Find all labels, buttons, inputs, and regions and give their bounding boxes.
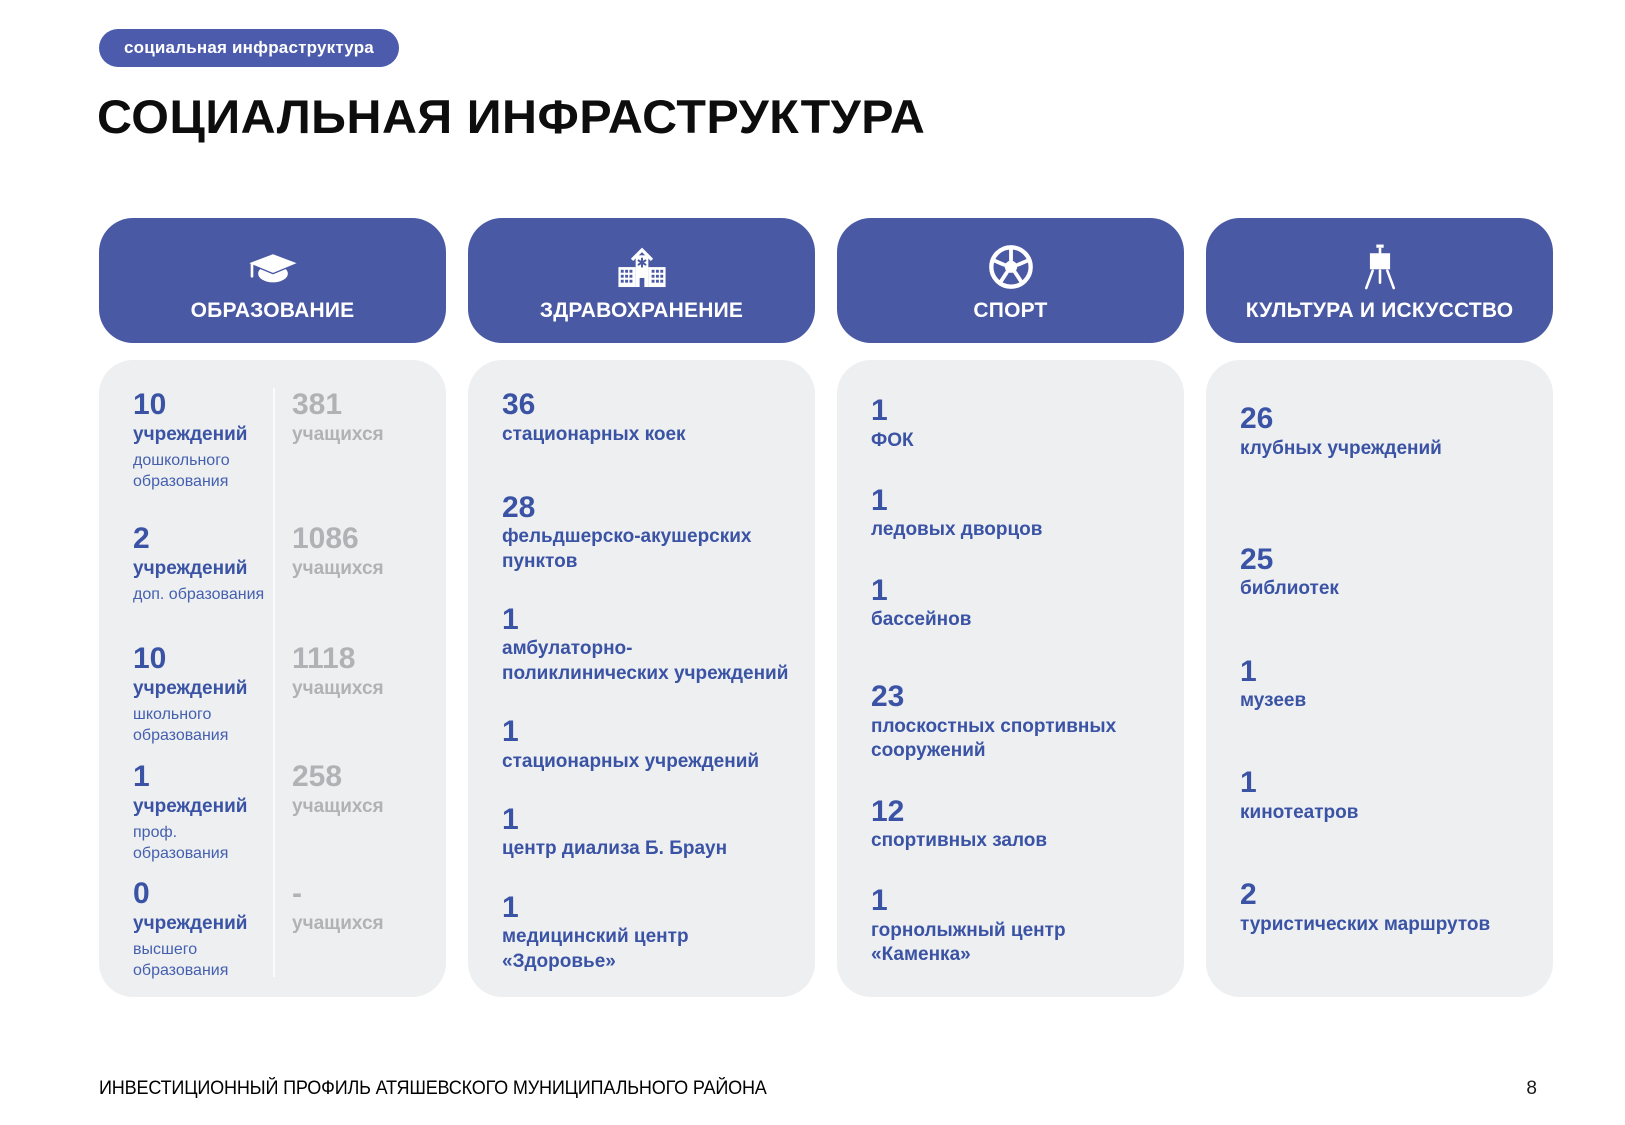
card-sport-title: СПОРТ	[973, 298, 1048, 322]
soccer-ball-icon	[987, 239, 1035, 291]
easel-icon	[1358, 239, 1402, 291]
facility-count: 10	[133, 388, 167, 421]
stat-number: 1	[871, 573, 888, 607]
stat-label: клубных учреждений	[1240, 437, 1442, 459]
card-education-title: ОБРАЗОВАНИЕ	[190, 298, 355, 322]
stat-label: амбулаторно-поликлинических учреждений	[502, 638, 789, 684]
stat-item	[1240, 402, 1527, 461]
stat-item	[871, 574, 1158, 633]
stat-number: 1	[1240, 654, 1257, 688]
stat-label: бассейнов	[871, 609, 972, 631]
page-title: СОЦИАЛЬНАЯ ИНФРАСТРУКТУРА	[97, 90, 926, 143]
stat-number: 26	[1240, 402, 1274, 435]
card-culture-header	[1206, 218, 1553, 343]
facility-label: учреждений	[133, 795, 248, 817]
stat-item	[502, 891, 789, 974]
facility-desc: высшего образования	[133, 940, 229, 979]
edu-row	[292, 522, 436, 642]
stat-item	[502, 715, 789, 774]
card-education	[99, 218, 446, 997]
stat-number: 1	[871, 394, 888, 427]
card-sport	[837, 218, 1184, 997]
stat-number: 1	[502, 802, 519, 836]
card-healthcare-body	[468, 360, 815, 997]
facility-count: 10	[133, 642, 167, 675]
stat-item	[502, 491, 789, 574]
stat-label: стационарных коек	[502, 423, 686, 445]
students-label: учащихся	[292, 912, 384, 934]
card-healthcare-title: ЗДРАВОХРАНЕНИЕ	[539, 298, 744, 322]
edu-row	[133, 760, 273, 877]
stat-item	[1240, 878, 1527, 937]
stat-number: 1	[502, 715, 519, 749]
stat-label: ледовых дворцов	[871, 519, 1043, 541]
stat-label: библиотек	[1240, 578, 1339, 600]
stat-item	[871, 484, 1158, 543]
stat-number: 28	[502, 490, 536, 524]
facility-label: учреждений	[133, 557, 248, 579]
students-label: учащихся	[292, 423, 384, 445]
students-count: 381	[292, 388, 343, 421]
edu-row	[292, 642, 436, 760]
stat-item	[871, 394, 1158, 453]
card-culture	[1206, 218, 1553, 997]
facility-desc: дошкольного образования	[133, 451, 230, 490]
facility-count: 0	[133, 877, 150, 910]
facility-label: учреждений	[133, 677, 248, 699]
stat-item	[1240, 655, 1527, 714]
education-students-column	[273, 388, 436, 977]
stat-item	[1240, 766, 1527, 825]
card-culture-body	[1206, 360, 1553, 997]
page-number: 8	[1526, 1078, 1537, 1099]
section-badge-label: социальная инфраструктура	[124, 38, 374, 57]
students-count: 258	[292, 760, 343, 793]
card-culture-title: КУЛЬТУРА И ИСКУССТВО	[1245, 298, 1514, 322]
stat-number: 2	[1240, 878, 1257, 912]
card-education-body	[99, 360, 446, 997]
facility-count: 2	[133, 522, 150, 555]
students-label: учащихся	[292, 795, 384, 817]
footer-title: ИНВЕСТИЦИОННЫЙ ПРОФИЛЬ АТЯШЕВСКОГО МУНИЦИПАЛЬНОГО РАЙОНА	[99, 1078, 767, 1099]
stat-number: 1	[502, 890, 519, 924]
facility-desc: школьного образования	[133, 705, 229, 744]
edu-row	[133, 388, 273, 522]
students-label: учащихся	[292, 677, 384, 699]
stat-number: 1	[1240, 766, 1257, 800]
card-healthcare	[468, 218, 815, 997]
stat-label: стационарных учреждений	[502, 750, 760, 772]
section-badge	[99, 29, 399, 67]
facility-desc: доп. образования	[133, 585, 265, 603]
stat-number: 1	[871, 884, 888, 918]
stat-number: 36	[502, 388, 536, 421]
stat-number: 1	[502, 602, 519, 636]
facility-label: учреждений	[133, 912, 248, 934]
card-sport-body	[837, 360, 1184, 997]
stat-item	[502, 388, 789, 447]
stat-number: 25	[1240, 542, 1274, 576]
stat-label: фельдшерско-акушерских пунктов	[502, 526, 752, 572]
stat-label: ФОК	[871, 429, 914, 451]
stat-number: 12	[871, 794, 905, 828]
students-count: -	[292, 877, 302, 910]
stat-item	[871, 884, 1158, 967]
stat-label: медицинский центр «Здоровье»	[502, 926, 689, 972]
edu-row	[133, 522, 273, 642]
stat-item	[871, 795, 1158, 854]
edu-row	[292, 388, 436, 522]
stat-label: музеев	[1240, 690, 1307, 712]
facility-label: учреждений	[133, 423, 248, 445]
stat-label: центр диализа Б. Браун	[502, 838, 728, 860]
students-count: 1086	[292, 522, 359, 555]
card-sport-header	[837, 218, 1184, 343]
stat-label: горнолыжный центр «Каменка»	[871, 919, 1066, 966]
students-label: учащихся	[292, 557, 384, 579]
edu-row	[133, 642, 273, 760]
stat-item	[502, 803, 789, 862]
hospital-icon	[613, 239, 671, 291]
stat-label: спортивных залов	[871, 830, 1048, 852]
stat-label: кинотеатров	[1240, 801, 1359, 823]
stat-number: 1	[871, 483, 888, 517]
facility-count: 1	[133, 760, 150, 793]
cards-row	[99, 218, 1553, 997]
stat-item	[502, 603, 789, 686]
graduation-cap-icon	[245, 239, 301, 291]
education-facilities-column	[133, 388, 273, 977]
edu-row	[292, 877, 436, 936]
edu-row	[133, 877, 273, 981]
stat-label: плоскостных спортивных сооружений	[871, 715, 1117, 762]
facility-desc: проф. образования	[133, 823, 229, 862]
stat-number: 23	[871, 680, 905, 714]
students-count: 1118	[292, 642, 356, 675]
stat-item	[1240, 543, 1527, 602]
card-education-header	[99, 218, 446, 343]
edu-row	[292, 760, 436, 877]
stat-label: туристических маршрутов	[1240, 913, 1491, 935]
card-healthcare-header	[468, 218, 815, 343]
stat-item	[871, 680, 1158, 763]
